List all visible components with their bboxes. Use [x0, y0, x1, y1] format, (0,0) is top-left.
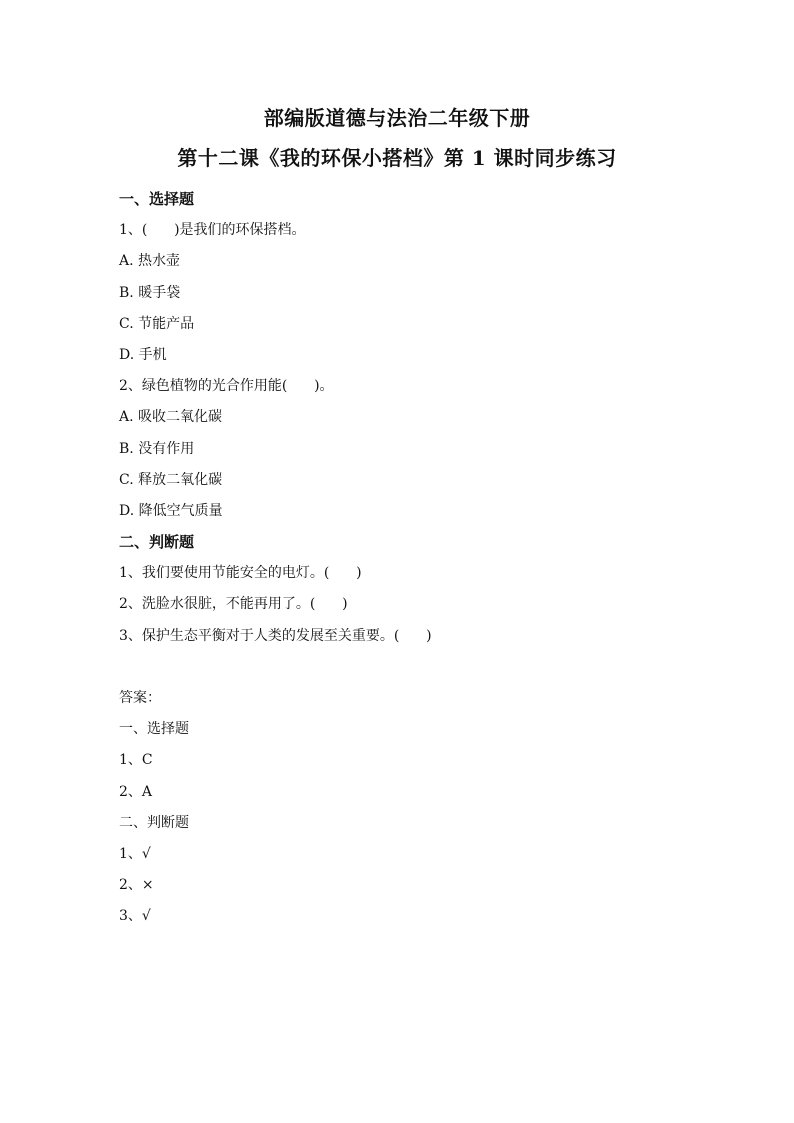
section-heading-judgment: 二、判断题: [119, 533, 195, 552]
document-subtitle: 第十二课《我的环保小搭档》第 1 课时同步练习: [177, 146, 617, 170]
option-a: A. 吸收二氧化碳: [119, 409, 223, 426]
blank-spacer: [119, 652, 679, 683]
document-body: [119, 184, 679, 933]
answer-item: 3、√: [119, 908, 151, 925]
question-stem: 2、绿色植物的光合作用能( )。: [119, 378, 334, 395]
judgment-item: 1、我们要使用节能安全的电灯。( ): [119, 565, 362, 582]
judgment-item: 3、保护生态平衡对于人类的发展至关重要。( ): [119, 627, 432, 644]
option-d: D. 降低空气质量: [119, 502, 223, 519]
answer-item: 2、×: [119, 877, 154, 894]
option-d: D. 手机: [119, 346, 167, 363]
option-c: C. 释放二氧化碳: [119, 471, 223, 488]
answer-item: 2、A: [119, 783, 153, 800]
answer-section-heading: 二、判断题: [119, 814, 189, 831]
option-a: A. 热水壶: [119, 253, 181, 270]
answer-section-heading: 一、选择题: [119, 721, 189, 738]
option-c: C. 节能产品: [119, 315, 195, 332]
answer-item: 1、√: [119, 845, 151, 862]
option-b: B. 没有作用: [119, 440, 195, 457]
answer-item: 1、C: [119, 752, 153, 769]
judgment-item: 2、洗脸水很脏，不能再用了。( ): [119, 596, 348, 613]
option-b: B. 暖手袋: [119, 284, 181, 301]
section-heading-choice: 一、选择题: [119, 190, 195, 208]
answers-label: 答案：: [119, 690, 161, 706]
question-stem: 1、( )是我们的环保搭档。: [119, 222, 306, 239]
document-title: 部编版道德与法治二年级下册: [263, 106, 531, 130]
